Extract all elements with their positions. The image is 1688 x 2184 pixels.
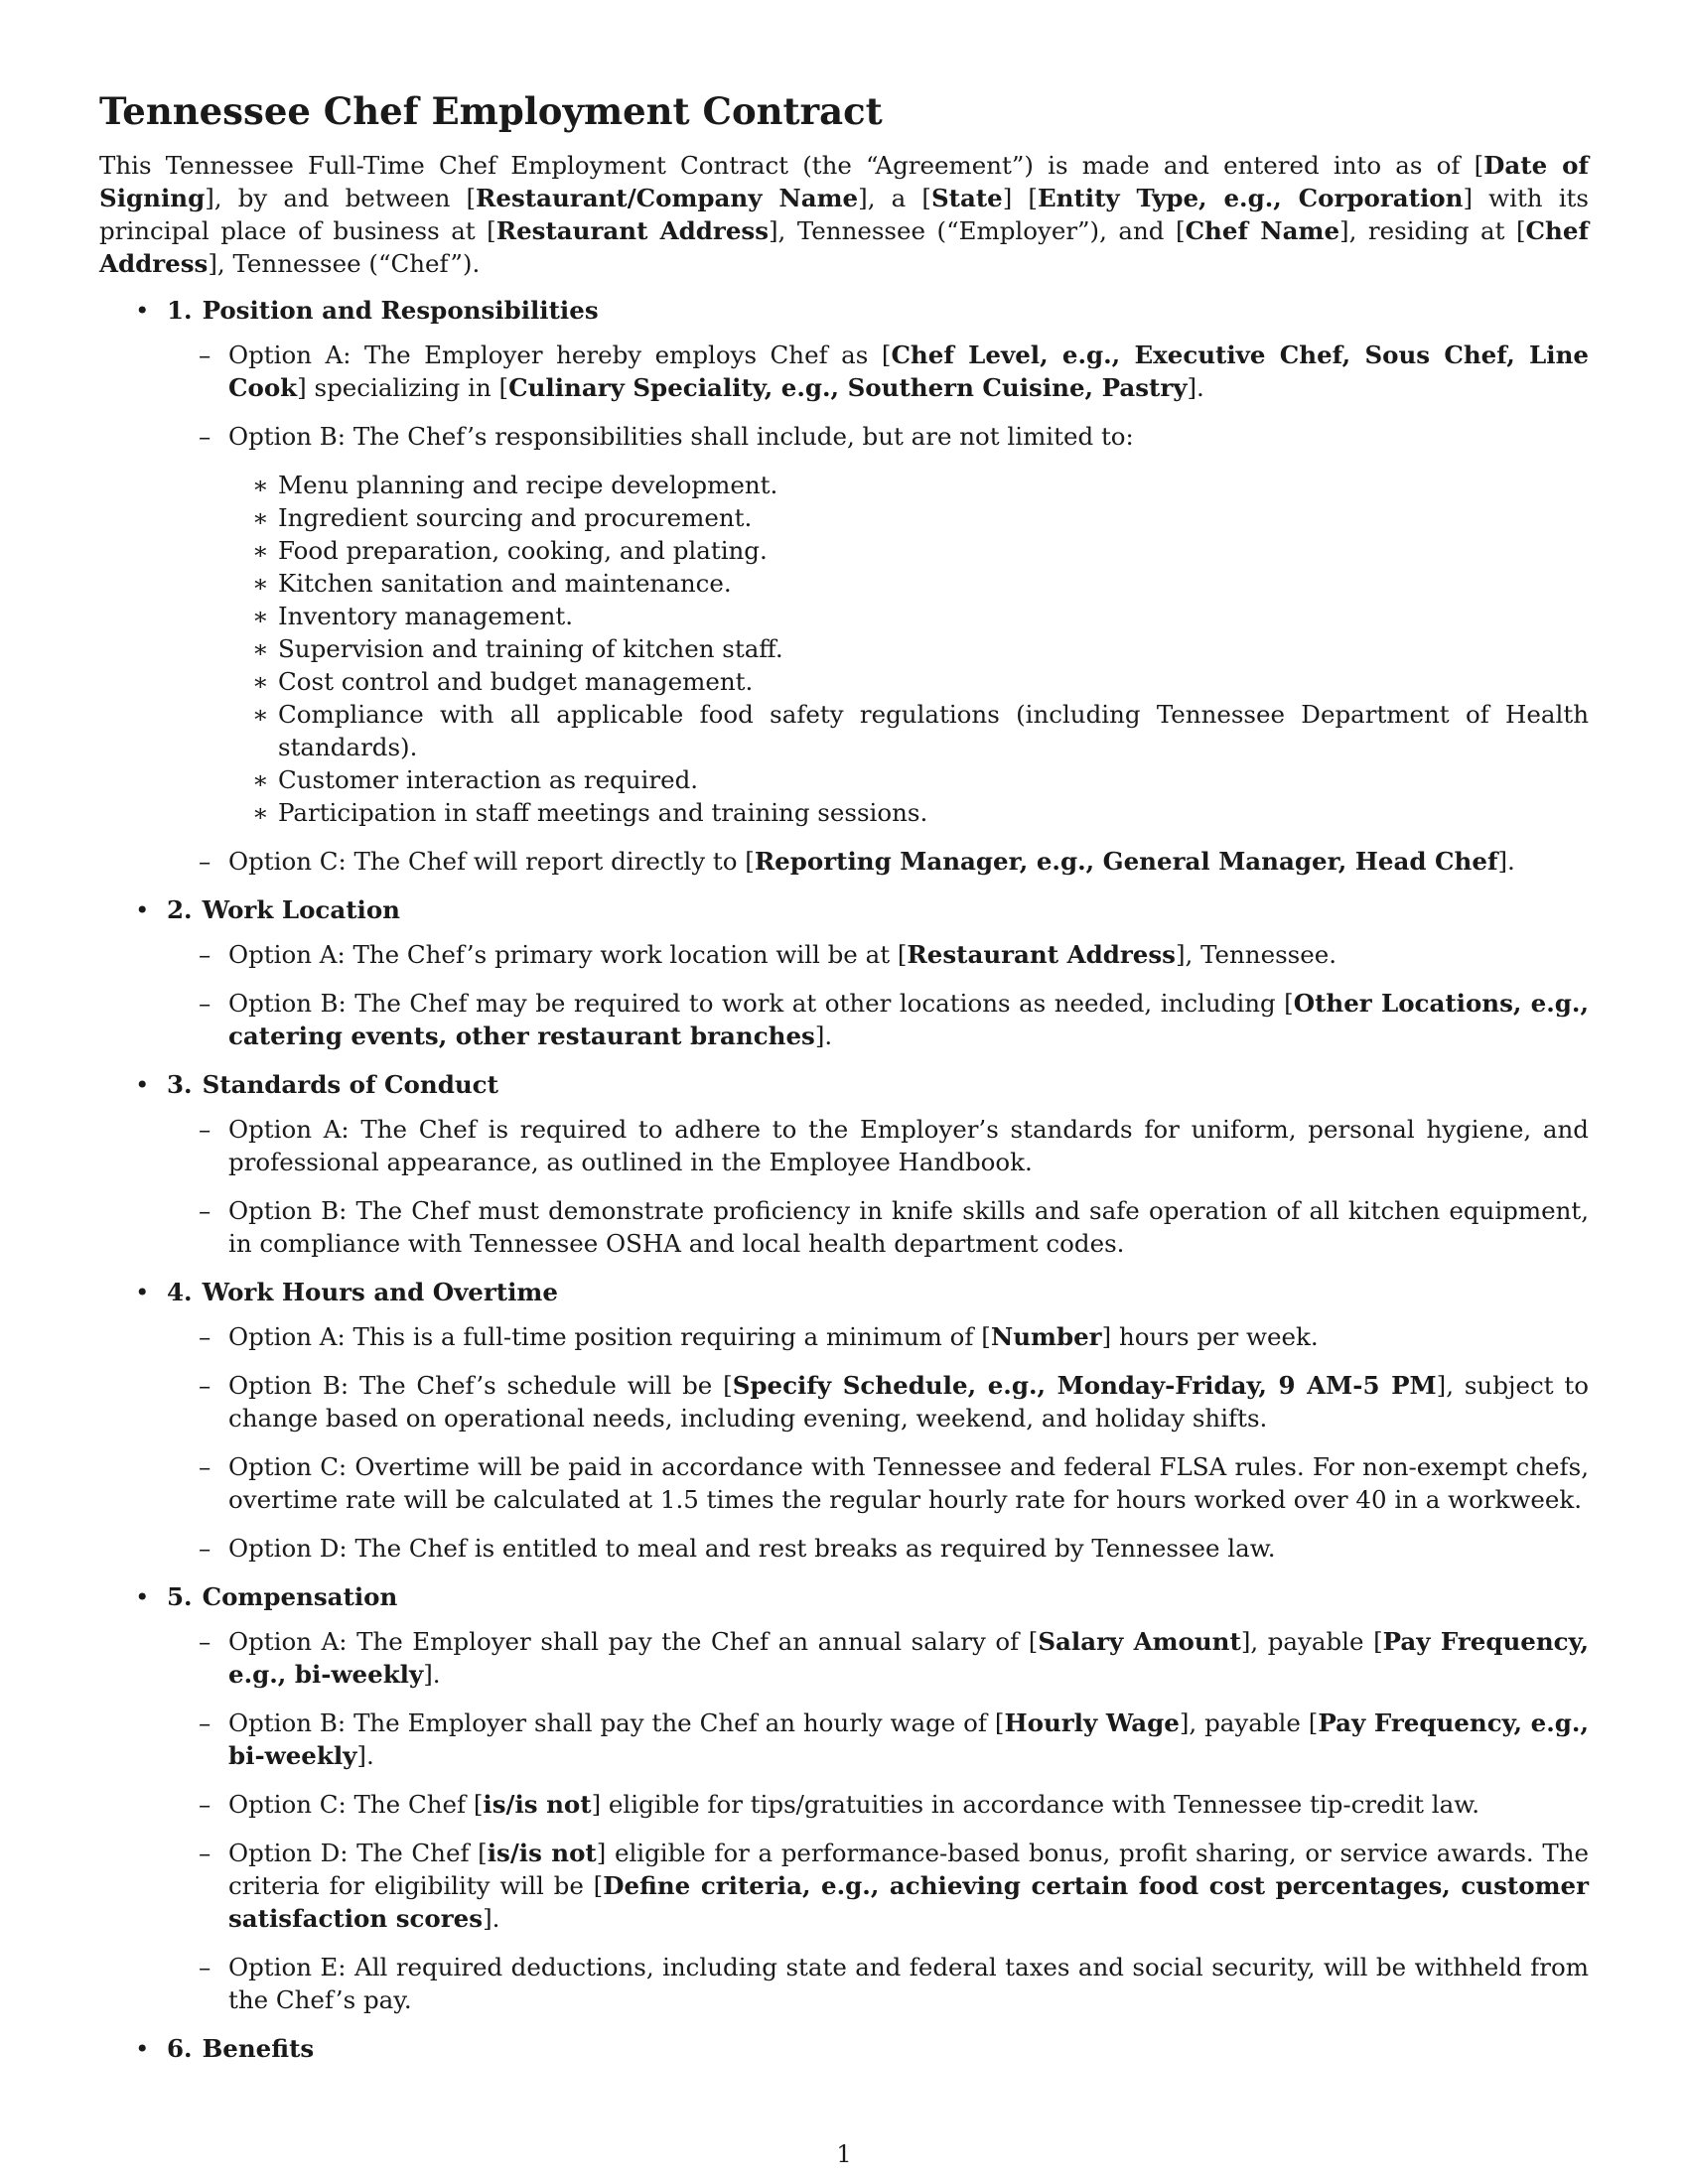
placeholder-restaurant-address: Restaurant Address	[495, 216, 769, 245]
dash-icon: –	[199, 1627, 211, 1656]
dash-icon: –	[199, 1196, 211, 1225]
placeholder-is-is-not: is/is not	[487, 1839, 597, 1867]
section-title: Work Hours and Overtime	[202, 1278, 558, 1306]
intro-text: ] with its principal place of business at [	[99, 184, 1589, 245]
option-item	[167, 1450, 1589, 1516]
option-text: ], Tennessee.	[1175, 940, 1336, 969]
option-item	[167, 1837, 1589, 1935]
placeholder-chef-name: Chef Name	[1185, 216, 1340, 245]
section-title: Position and Responsibilities	[202, 296, 599, 325]
placeholder-hourly-wage: Hourly Wage	[1004, 1708, 1180, 1737]
dash-icon: –	[199, 940, 211, 969]
list-item	[228, 534, 1589, 567]
placeholder-state: State	[930, 184, 1003, 212]
asterisk-icon: ∗	[252, 667, 269, 696]
placeholder-pay-frequency: Pay Frequency, e.g., bi-weekly	[228, 1708, 1589, 1770]
section-heading	[167, 1580, 1589, 1613]
dash-icon: –	[199, 1839, 211, 1867]
option-text: Option A: The Chef’s primary work location will be at [	[228, 940, 908, 969]
section-heading	[167, 893, 1589, 926]
responsibilities-list	[228, 469, 1589, 829]
option-text: ].	[1187, 373, 1204, 402]
list-item	[228, 763, 1589, 796]
option-text: Option D: The Chef is entitled to meal and rest breaks as required by Tennessee law.	[228, 1534, 1276, 1563]
placeholder-company-name: Restaurant/Company Name	[476, 184, 859, 212]
section-title: Benefits	[202, 2034, 315, 2063]
option-text: Option B: The Chef’s responsibilities shall include, but are not limited to:	[228, 422, 1134, 451]
options-list	[167, 339, 1589, 878]
option-text: Option C: The Chef [	[228, 1790, 484, 1819]
dash-icon: –	[199, 1371, 211, 1400]
placeholder-date-of-signing: Date of Signing	[99, 151, 1589, 212]
list-item	[228, 600, 1589, 632]
option-text: ].	[356, 1741, 374, 1770]
options-list	[167, 1113, 1589, 1260]
placeholder-culinary-speciality: Culinary Speciality, e.g., Southern Cuisine, Pastry	[508, 373, 1188, 402]
list-item-text: Menu planning and recipe development.	[278, 471, 778, 499]
section-title: Compensation	[202, 1582, 398, 1611]
option-text: Option B: The Employer shall pay the Chef an hourly wage of [	[228, 1708, 1005, 1737]
section-heading	[167, 2032, 1589, 2065]
option-text: Option E: All required deductions, including state and federal taxes and social security, will be withheld from the Chef’s pay.	[228, 1953, 1589, 2014]
placeholder-schedule: Specify Schedule, e.g., Monday-Friday, 9 AM-5 PM	[732, 1371, 1437, 1400]
intro-text: ] [	[1002, 184, 1038, 212]
section-title: Work Location	[202, 895, 400, 924]
asterisk-icon: ∗	[252, 471, 269, 499]
section-heading	[167, 1068, 1589, 1101]
dash-icon: –	[199, 989, 211, 1018]
section-title: Standards of Conduct	[202, 1070, 498, 1099]
dash-icon: –	[199, 847, 211, 876]
page-number: 1	[836, 2140, 852, 2168]
asterisk-icon: ∗	[252, 602, 269, 630]
list-item-text: Supervision and training of kitchen staff.	[278, 634, 783, 663]
placeholder-bonus-criteria: Define criteria, e.g., achieving certain food cost percentages, customer satisfaction scores	[228, 1871, 1589, 1933]
asterisk-icon: ∗	[252, 798, 269, 827]
option-text: Option B: The Chef may be required to work at other locations as needed, including [	[228, 989, 1294, 1018]
option-text: ], subject to change based on operational needs, including evening, weekend, and holiday shifts.	[228, 1371, 1589, 1433]
list-item-text: Cost control and budget management.	[278, 667, 754, 696]
list-item	[228, 469, 1589, 501]
section-number: 3.	[167, 1070, 193, 1099]
option-item	[167, 1532, 1589, 1565]
dash-icon: –	[199, 1322, 211, 1351]
placeholder-pay-frequency: Pay Frequency, e.g., bi-weekly	[228, 1627, 1590, 1689]
section-number: 4.	[167, 1278, 193, 1306]
options-list	[167, 1320, 1589, 1565]
asterisk-icon: ∗	[252, 503, 269, 532]
placeholder-number: Number	[990, 1322, 1102, 1351]
placeholder-restaurant-address: Restaurant Address	[907, 940, 1176, 969]
document-title: Tennessee Chef Employment Contract	[99, 89, 883, 133]
bullet-icon: •	[135, 1278, 150, 1306]
placeholder-other-locations: Other Locations, e.g., catering events, other restaurant branches	[228, 989, 1589, 1050]
options-list	[167, 938, 1589, 1052]
option-text: Option C: Overtime will be paid in accordance with Tennessee and federal FLSA rules. For non-exempt chefs, overtime rate will be calculated at 1.5 times the regular hourly rate for hours worked over 40 in a workweek.	[228, 1452, 1589, 1514]
option-text: ] specializing in [	[297, 373, 509, 402]
options-list	[167, 1625, 1589, 2016]
option-text: ] eligible for tips/gratuities in accordance with Tennessee tip-credit law.	[591, 1790, 1480, 1819]
option-text: ].	[423, 1660, 441, 1689]
option-text: Option B: The Chef’s schedule will be [	[228, 1371, 733, 1400]
list-item-text: Participation in staff meetings and training sessions.	[278, 798, 928, 827]
option-item	[167, 1113, 1589, 1178]
list-item	[228, 665, 1589, 698]
option-item	[167, 1951, 1589, 2016]
list-item	[228, 501, 1589, 534]
option-text: ] eligible for a performance-based bonus, profit sharing, or service awards. The criteria for eligibility will be [	[228, 1839, 1589, 1900]
intro-text: ], Tennessee (“Chef”).	[208, 249, 481, 278]
option-text: ].	[483, 1904, 500, 1933]
list-item-text: Customer interaction as required.	[278, 765, 699, 794]
option-text: Option A: The Employer shall pay the Chef an annual salary of [	[228, 1627, 1039, 1656]
list-item-text: Ingredient sourcing and procurement.	[278, 503, 753, 532]
section-benefits	[99, 2032, 1589, 2065]
list-item	[228, 698, 1589, 763]
option-item	[167, 1788, 1589, 1821]
option-text: ].	[814, 1022, 833, 1050]
option-item	[167, 987, 1589, 1052]
bullet-icon: •	[135, 895, 150, 924]
option-item	[167, 1369, 1589, 1434]
section-compensation	[99, 1580, 1589, 2016]
bullet-icon: •	[135, 296, 150, 325]
dash-icon: –	[199, 422, 211, 451]
bullet-icon: •	[135, 1070, 150, 1099]
section-work-location	[99, 893, 1589, 1052]
document-body	[99, 87, 1589, 2077]
dash-icon: –	[199, 341, 211, 369]
placeholder-chef-level: Chef Level, e.g., Executive Chef, Sous Chef, Line Cook	[228, 341, 1589, 402]
list-item-text: Compliance with all applicable food safety regulations (including Tennessee Department of Health standards).	[278, 700, 1589, 761]
list-item	[228, 796, 1589, 829]
option-text: ], payable [	[1179, 1708, 1319, 1737]
dash-icon: –	[199, 1452, 211, 1481]
section-heading	[167, 1276, 1589, 1308]
list-item-text: Inventory management.	[278, 602, 574, 630]
asterisk-icon: ∗	[252, 765, 269, 794]
section-number: 6.	[167, 2034, 193, 2063]
option-text: Option A: The Chef is required to adhere to the Employer’s standards for uniform, personal hygiene, and professional appearance, as outlined in the Employee Handbook.	[228, 1115, 1589, 1176]
placeholder-is-is-not: is/is not	[483, 1790, 592, 1819]
option-text: ].	[1497, 847, 1515, 876]
list-item	[228, 567, 1589, 600]
dash-icon: –	[199, 1708, 211, 1737]
list-item-text: Food preparation, cooking, and plating.	[278, 536, 768, 565]
intro-text: ], Tennessee (“Employer”), and [	[769, 216, 1186, 245]
list-item	[228, 632, 1589, 665]
option-item	[167, 420, 1589, 829]
section-number: 1.	[167, 296, 193, 325]
option-text: Option A: This is a full-time position requiring a minimum of [	[228, 1322, 991, 1351]
placeholder-chef-address: Chef Address	[99, 216, 1589, 278]
section-number: 5.	[167, 1582, 193, 1611]
option-text: ], payable [	[1240, 1627, 1383, 1656]
section-heading	[167, 294, 1589, 327]
list-item-text: Kitchen sanitation and maintenance.	[278, 569, 732, 598]
intro-text: ], a [	[858, 184, 931, 212]
section-standards-of-conduct	[99, 1068, 1589, 1260]
intro-text: ], by and between [	[205, 184, 477, 212]
intro-text: This Tennessee Full-Time Chef Employment Contract (the “Agreement”) is made and entered into as of [	[99, 151, 1484, 180]
placeholder-salary-amount: Salary Amount	[1038, 1627, 1241, 1656]
dash-icon: –	[199, 1115, 211, 1144]
option-item	[167, 1625, 1589, 1691]
section-position-responsibilities	[99, 294, 1589, 878]
option-item	[167, 845, 1589, 878]
dash-icon: –	[199, 1790, 211, 1819]
sections-list	[99, 294, 1589, 2065]
option-text: Option B: The Chef must demonstrate proficiency in knife skills and safe operation of all kitchen equipment, in compliance with Tennessee OSHA and local health department codes.	[228, 1196, 1589, 1258]
asterisk-icon: ∗	[252, 569, 269, 598]
bullet-icon: •	[135, 1582, 150, 1611]
section-work-hours-overtime	[99, 1276, 1589, 1565]
placeholder-reporting-manager: Reporting Manager, e.g., General Manager, Head Chef	[754, 847, 1498, 876]
asterisk-icon: ∗	[252, 634, 269, 663]
option-text: ] hours per week.	[1101, 1322, 1319, 1351]
dash-icon: –	[199, 1534, 211, 1563]
section-number: 2.	[167, 895, 193, 924]
bullet-icon: •	[135, 2034, 150, 2063]
asterisk-icon: ∗	[252, 700, 269, 729]
intro-text: ], residing at [	[1339, 216, 1526, 245]
option-item	[167, 1706, 1589, 1772]
option-item	[167, 339, 1589, 404]
option-text: Option C: The Chef will report directly to [	[228, 847, 755, 876]
option-item	[167, 938, 1589, 971]
option-text: Option A: The Employer hereby employs Chef as [	[228, 341, 892, 369]
asterisk-icon: ∗	[252, 536, 269, 565]
option-text: Option D: The Chef [	[228, 1839, 488, 1867]
dash-icon: –	[199, 1953, 211, 1981]
option-item	[167, 1194, 1589, 1260]
intro-paragraph	[99, 149, 1589, 280]
option-item	[167, 1320, 1589, 1353]
placeholder-entity-type: Entity Type, e.g., Corporation	[1038, 184, 1464, 212]
